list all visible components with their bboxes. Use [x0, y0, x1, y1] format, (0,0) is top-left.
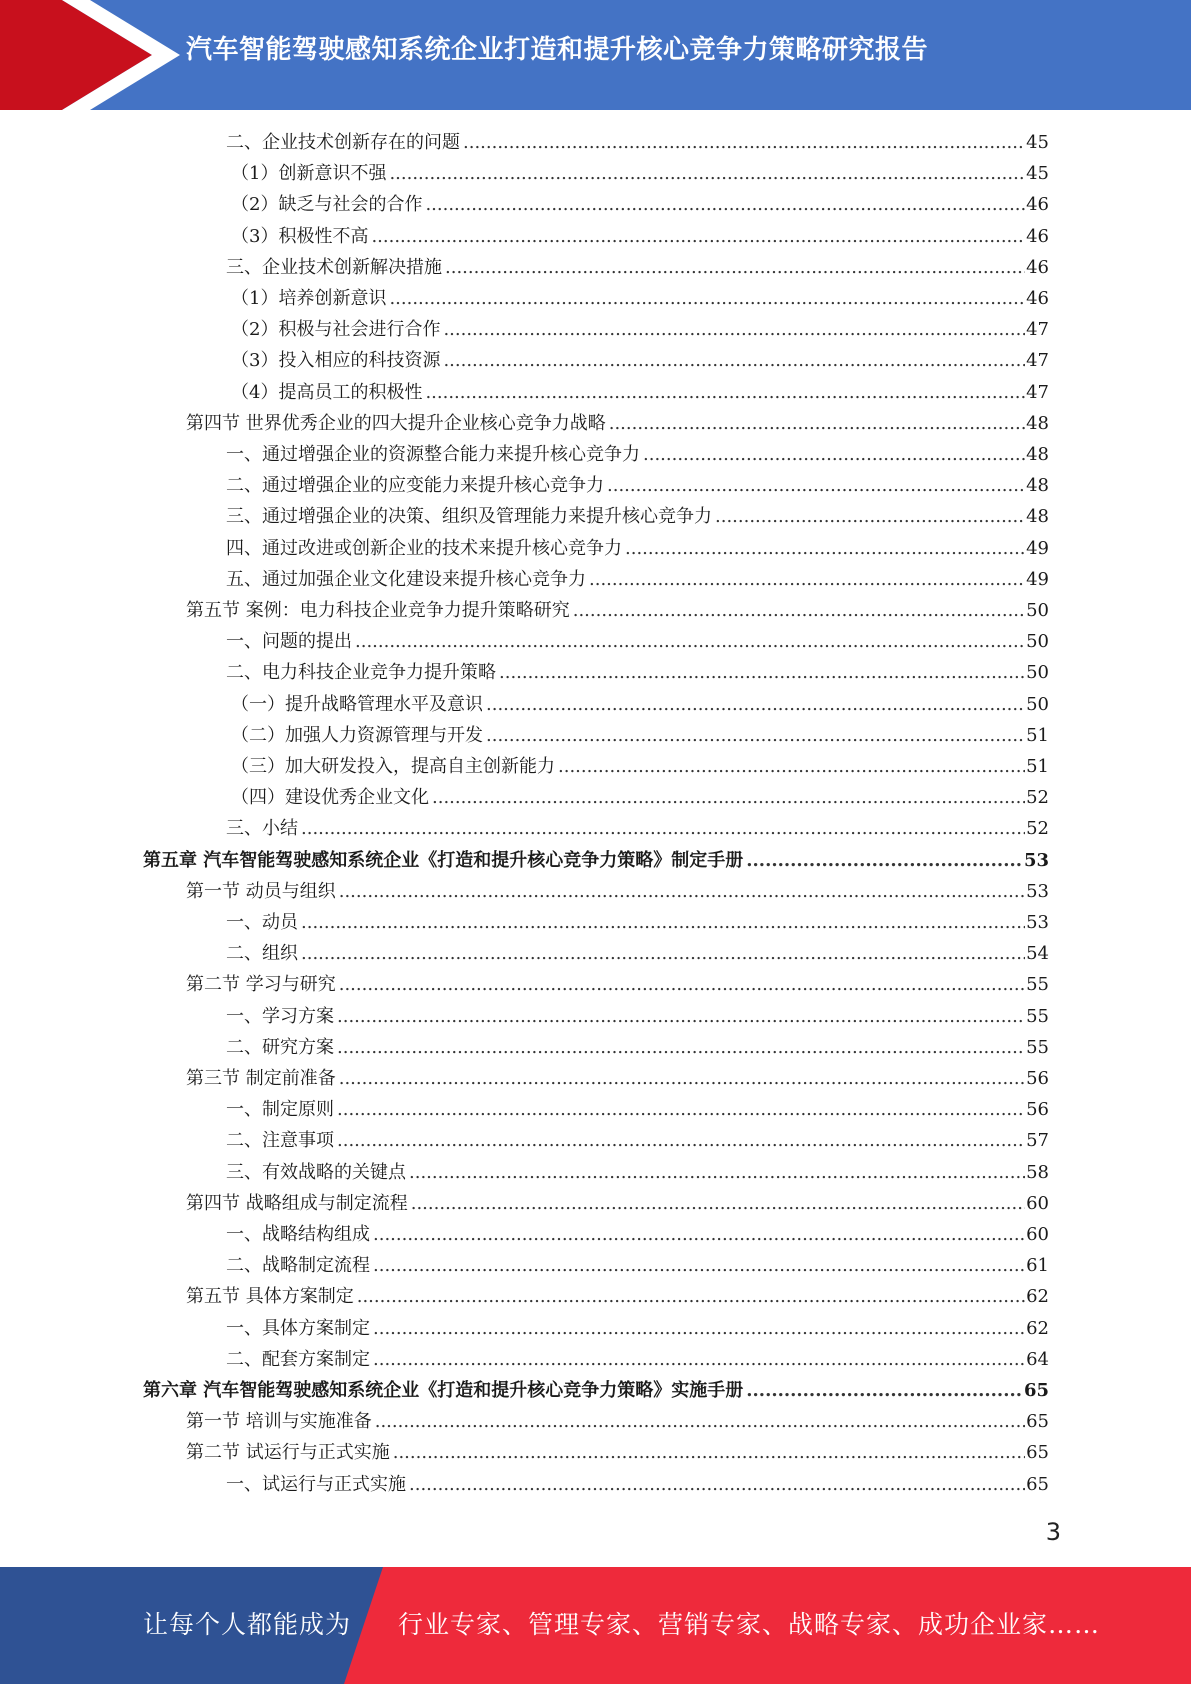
toc-leader-dots [443, 345, 1025, 376]
toc-entry-page: 65 [1026, 1473, 1049, 1495]
toc-leader-dots [746, 845, 1023, 876]
toc-entry-label: 第一节 动员与组织 [186, 880, 336, 902]
toc-entry-label: 一、动员 [226, 912, 298, 933]
toc-subsection-entry[interactable] [226, 1219, 1049, 1250]
toc-section-entry[interactable] [186, 1406, 1049, 1437]
toc-leader-dots [337, 1001, 1025, 1032]
toc-entry-label: （1）创新意识不强 [231, 163, 387, 185]
toc-subsection-entry[interactable] [231, 189, 1049, 220]
toc-entry-page: 53 [1026, 912, 1049, 933]
toc-entry-label: 二、研究方案 [226, 1036, 334, 1058]
toc-entry-label: 第五节 案例：电力科技企业竞争力提升策略研究 [186, 600, 570, 621]
toc-subsection-entry[interactable] [226, 501, 1049, 532]
toc-leader-dots [409, 1469, 1025, 1500]
toc-entry-label: 一、战略结构组成 [226, 1224, 370, 1245]
toc-leader-dots [573, 595, 1025, 626]
toc-entry-page: 55 [1026, 1005, 1049, 1027]
toc-entry-page: 49 [1026, 568, 1049, 590]
toc-entry-label: 二、电力科技企业竞争力提升策略 [226, 662, 496, 684]
toc-entry-page: 48 [1026, 475, 1049, 497]
footer-slogan-left: 让每个人都能成为 [143, 1610, 352, 1639]
toc-section-entry[interactable] [186, 876, 1049, 907]
toc-entry-label: 三、有效战略的关键点 [226, 1161, 406, 1183]
toc-section-entry[interactable] [186, 408, 1049, 439]
toc-leader-dots [301, 813, 1025, 844]
toc-entry-label: 第二节 学习与研究 [186, 974, 336, 996]
toc-entry-label: 二、注意事项 [226, 1130, 334, 1152]
footer-slogan-right: 行业专家、管理专家、营销专家、战略专家、成功企业家…… [398, 1610, 1101, 1639]
toc-leader-dots [337, 1032, 1025, 1063]
toc-subsection-entry[interactable] [226, 127, 1049, 158]
toc-leader-dots [746, 1375, 1023, 1406]
toc-chapter-entry[interactable] [143, 1375, 1049, 1406]
toc-leader-dots [715, 501, 1025, 532]
toc-leader-dots [337, 1125, 1025, 1156]
toc-entry-page: 49 [1026, 537, 1049, 559]
toc-entry-page: 65 [1026, 1442, 1049, 1464]
toc-entry-page: 61 [1026, 1255, 1049, 1277]
toc-leader-dots [607, 470, 1025, 501]
toc-entry-label: 二、组织 [226, 943, 298, 965]
toc-subsection-entry[interactable] [226, 1094, 1049, 1125]
toc-entry-label: 五、通过加强企业文化建设来提升核心竞争力 [226, 568, 586, 590]
toc-entry-page: 65 [1026, 1411, 1049, 1433]
toc-leader-dots [558, 751, 1025, 782]
toc-subsection-entry[interactable] [231, 314, 1049, 345]
toc-entry-page: 52 [1026, 787, 1049, 809]
toc-leader-dots [337, 1094, 1025, 1125]
toc-subsection-entry[interactable] [226, 813, 1049, 844]
toc-entry-label: （四）建设优秀企业文化 [231, 787, 429, 809]
toc-leader-dots [589, 564, 1025, 595]
toc-leader-dots [389, 283, 1025, 314]
toc-subsection-entry[interactable] [226, 1001, 1049, 1032]
toc-section-entry[interactable] [186, 1188, 1049, 1219]
toc-leader-dots [463, 127, 1025, 158]
toc-leader-dots [373, 1313, 1025, 1344]
toc-leader-dots [425, 189, 1025, 220]
footer-banner [0, 1567, 1191, 1684]
toc-leader-dots [643, 439, 1025, 470]
toc-entry-label: 一、通过增强企业的资源整合能力来提升核心竞争力 [226, 444, 640, 465]
toc-leader-dots [445, 252, 1025, 283]
toc-entry-label: 一、学习方案 [226, 1005, 334, 1027]
toc-leader-dots [409, 1157, 1025, 1188]
toc-leader-dots [371, 221, 1025, 252]
toc-subsection-entry[interactable] [226, 1250, 1049, 1281]
toc-entry-page: 51 [1026, 724, 1049, 746]
toc-subsection-entry[interactable] [226, 626, 1049, 657]
toc-leader-dots [389, 158, 1025, 189]
toc-entry-page: 64 [1026, 1348, 1049, 1370]
toc-subsection-entry[interactable] [226, 564, 1049, 595]
toc-entry-page: 46 [1026, 288, 1049, 309]
toc-leader-dots [486, 720, 1025, 751]
toc-entry-page: 48 [1026, 412, 1049, 434]
toc-entry-page: 46 [1026, 225, 1049, 247]
toc-entry-label: 一、制定原则 [226, 1099, 334, 1121]
toc-subsection-entry[interactable] [226, 657, 1049, 688]
toc-entry-label: 第三节 制定前准备 [186, 1068, 336, 1089]
toc-entry-page: 48 [1026, 444, 1049, 465]
page-number: 3 [1045, 1518, 1061, 1546]
toc-entry-label: （三）加大研发投入，提高自主创新能力 [231, 756, 555, 777]
toc-entry-label: 一、具体方案制定 [226, 1317, 370, 1339]
toc-leader-dots [339, 969, 1025, 1000]
toc-leader-dots [373, 1344, 1025, 1375]
toc-entry-page: 56 [1026, 1099, 1049, 1121]
toc-subsection-entry[interactable] [226, 1313, 1049, 1344]
toc-subsection-entry[interactable] [231, 782, 1049, 813]
toc-leader-dots [499, 657, 1025, 688]
toc-subsection-entry[interactable] [231, 345, 1049, 376]
toc-entry-page: 65 [1023, 1380, 1049, 1401]
toc-entry-label: （2）积极与社会进行合作 [231, 319, 441, 341]
toc-subsection-entry[interactable] [226, 252, 1049, 283]
toc-leader-dots [339, 1063, 1025, 1094]
toc-entry-label: 一、试运行与正式实施 [226, 1473, 406, 1495]
toc-entry-label: 第五节 具体方案制定 [186, 1286, 354, 1308]
toc-entry-label: 三、通过增强企业的决策、组织及管理能力来提升核心竞争力 [226, 506, 712, 528]
toc-leader-dots [432, 782, 1025, 813]
toc-entry-page: 50 [1026, 631, 1049, 653]
toc-subsection-entry[interactable] [226, 1469, 1049, 1500]
toc-entry-label: 二、企业技术创新存在的问题 [226, 132, 460, 153]
toc-entry-label: （二）加强人力资源管理与开发 [231, 724, 483, 746]
toc-entry-page: 50 [1026, 662, 1049, 684]
toc-entry-page: 45 [1026, 163, 1049, 185]
toc-section-entry[interactable] [186, 595, 1049, 626]
toc-entry-label: 二、通过增强企业的应变能力来提升核心竞争力 [226, 475, 604, 497]
toc-leader-dots [393, 1437, 1025, 1468]
toc-entry-page: 56 [1026, 1068, 1049, 1089]
toc-entry-label: 第四节 世界优秀企业的四大提升企业核心竞争力战略 [186, 412, 606, 434]
toc-subsection-entry[interactable] [231, 751, 1049, 782]
toc-entry-page: 50 [1026, 600, 1049, 621]
toc-leader-dots [373, 1219, 1025, 1250]
toc-subsection-entry[interactable] [226, 1032, 1049, 1063]
toc-entry-label: （一）提升战略管理水平及意识 [231, 693, 483, 715]
toc-entry-label: 第四节 战略组成与制定流程 [186, 1192, 408, 1214]
toc-subsection-entry[interactable] [231, 377, 1049, 408]
toc-entry-page: 57 [1026, 1130, 1049, 1152]
toc-subsection-entry[interactable] [226, 938, 1049, 969]
report-title: 汽车智能驾驶感知系统企业打造和提升核心竞争力策略研究报告 [186, 35, 929, 65]
toc-leader-dots [443, 314, 1025, 345]
toc-subsection-entry[interactable] [226, 1157, 1049, 1188]
toc-subsection-entry[interactable] [231, 158, 1049, 189]
toc-leader-dots [355, 626, 1025, 657]
header-bar [0, 0, 1191, 110]
toc-leader-dots [425, 377, 1025, 408]
toc-entry-label: 一、问题的提出 [226, 631, 352, 653]
toc-subsection-entry[interactable] [231, 283, 1049, 314]
toc-entry-label: 二、配套方案制定 [226, 1348, 370, 1370]
toc-entry-label: 第一节 培训与实施准备 [186, 1411, 372, 1433]
toc-entry-page: 60 [1026, 1224, 1049, 1245]
toc-entry-page: 58 [1026, 1161, 1049, 1183]
toc-entry-page: 62 [1026, 1286, 1049, 1308]
toc-entry-page: 54 [1026, 943, 1049, 965]
toc-leader-dots [339, 876, 1025, 907]
toc-leader-dots [625, 533, 1025, 564]
toc-leader-dots [357, 1281, 1025, 1312]
toc-leader-dots [301, 938, 1025, 969]
toc-entry-label: （2）缺乏与社会的合作 [231, 194, 423, 216]
toc-subsection-entry[interactable] [226, 1344, 1049, 1375]
toc-entry-page: 53 [1026, 880, 1049, 902]
toc-entry-label: 第二节 试运行与正式实施 [186, 1442, 390, 1464]
toc-entry-page: 47 [1026, 381, 1049, 403]
toc-entry-page: 48 [1026, 506, 1049, 528]
toc-chapter-entry[interactable] [143, 845, 1049, 876]
toc-entry-label: 三、企业技术创新解决措施 [226, 256, 442, 278]
toc-section-entry[interactable] [186, 969, 1049, 1000]
toc-leader-dots [609, 408, 1025, 439]
toc-subsection-entry[interactable] [226, 470, 1049, 501]
toc-entry-page: 46 [1026, 194, 1049, 216]
toc-leader-dots [486, 689, 1025, 720]
toc-entry-page: 60 [1026, 1192, 1049, 1214]
toc-entry-page: 47 [1026, 319, 1049, 341]
toc-entry-label: （3）积极性不高 [231, 225, 369, 247]
toc-subsection-entry[interactable] [231, 221, 1049, 252]
toc-entry-label: （3）投入相应的科技资源 [231, 350, 441, 372]
toc-entry-page: 45 [1026, 132, 1049, 153]
toc-subsection-entry[interactable] [231, 720, 1049, 751]
toc-subsection-entry[interactable] [226, 907, 1049, 938]
toc-leader-dots [411, 1188, 1025, 1219]
toc-subsection-entry[interactable] [226, 1125, 1049, 1156]
toc-entry-page: 50 [1026, 693, 1049, 715]
toc-entry-page: 62 [1026, 1317, 1049, 1339]
toc-section-entry[interactable] [186, 1281, 1049, 1312]
toc-entry-label: （1）培养创新意识 [231, 288, 387, 309]
toc-entry-page: 55 [1026, 1036, 1049, 1058]
toc-entry-page: 55 [1026, 974, 1049, 996]
toc-entry-label: （4）提高员工的积极性 [231, 381, 423, 403]
toc-entry-page: 52 [1026, 818, 1049, 840]
toc-entry-label: 四、通过改进或创新企业的技术来提升核心竞争力 [226, 537, 622, 559]
toc-subsection-entry[interactable] [231, 689, 1049, 720]
toc-entry-page: 47 [1026, 350, 1049, 372]
toc-leader-dots [375, 1406, 1025, 1437]
toc-section-entry[interactable] [186, 1437, 1049, 1468]
toc-entry-label: 第六章 汽车智能驾驶感知系统企业《打造和提升核心竞争力策略》实施手册 [143, 1380, 744, 1401]
toc-subsection-entry[interactable] [226, 439, 1049, 470]
toc-entry-label: 二、战略制定流程 [226, 1255, 370, 1277]
toc-entry-page: 53 [1023, 849, 1049, 871]
toc-entry-label: 三、小结 [226, 818, 298, 840]
toc-leader-dots [373, 1250, 1025, 1281]
toc-section-entry[interactable] [186, 1063, 1049, 1094]
toc-entry-page: 46 [1026, 256, 1049, 278]
toc-leader-dots [301, 907, 1025, 938]
toc-subsection-entry[interactable] [226, 533, 1049, 564]
toc-entry-label: 第五章 汽车智能驾驶感知系统企业《打造和提升核心竞争力策略》制定手册 [143, 849, 744, 871]
toc-entry-page: 51 [1026, 756, 1049, 777]
